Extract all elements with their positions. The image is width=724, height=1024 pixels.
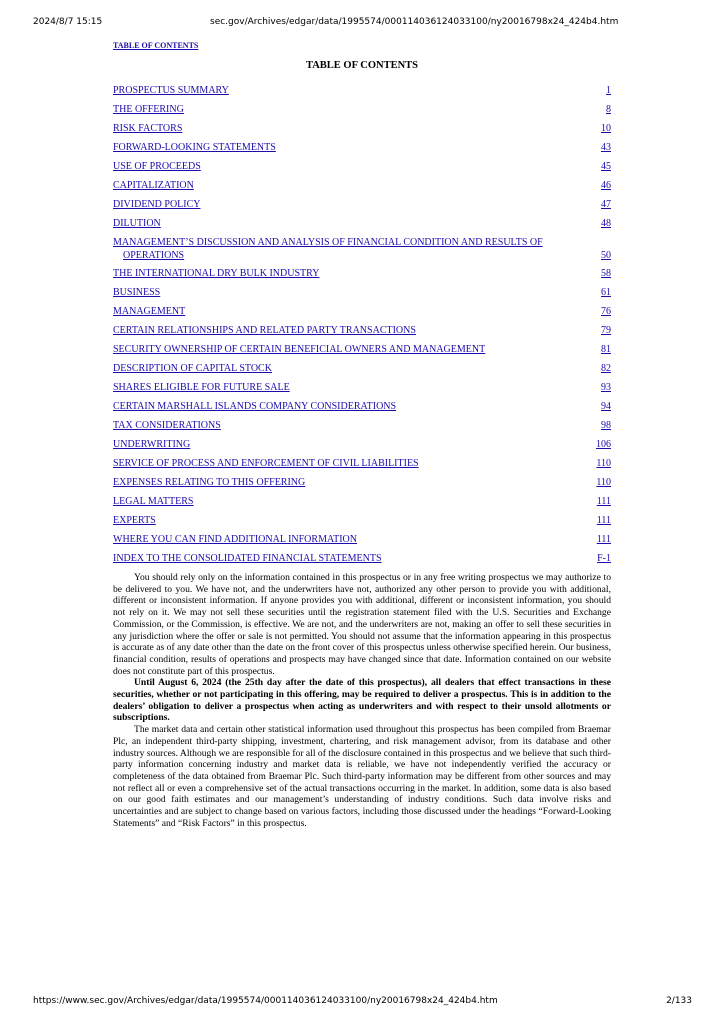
toc-entry-link[interactable]: EXPENSES RELATING TO THIS OFFERING — [113, 477, 306, 488]
toc-entry-link[interactable]: DIVIDEND POLICY — [113, 199, 201, 210]
toc-entry-link[interactable]: WHERE YOU CAN FIND ADDITIONAL INFORMATION — [113, 534, 357, 545]
toc-row — [113, 496, 611, 515]
paragraph-reliance-notice: You should rely only on the information contained in this prospectus or in any free writing prospectus we may authorize to be delivered to you. We have not, and the underwriters have not, authorized any other person to provide you with additional, different or inconsistent information. If anyone provides you with additional, different or inconsistent information, you should not rely on it. We may not sell these securities until the registration statement filed with the U.S. Securities and Exchange Commission, or the Commission, is effective. We are not, and the underwriters are not, making an offer to sell these securities in any jurisdiction where the offer or sale is not permitted. You should not assume that the information appearing in this prospectus is accurate as of any date other than the date on the front cover of this prospectus unless otherwise specified herein. Our business, financial condition, results of operations and prospects may have changed since that date. Information contained on our website does not constitute part of this prospectus. — [113, 572, 611, 677]
toc-row — [113, 287, 611, 306]
toc-row — [113, 401, 611, 420]
toc-entry-link[interactable]: CERTAIN RELATIONSHIPS AND RELATED PARTY TRANSACTIONS — [113, 325, 416, 336]
toc-page-link[interactable]: 111 — [596, 496, 611, 507]
toc-row — [113, 477, 611, 496]
toc-page-link[interactable]: 45 — [601, 161, 611, 172]
toc-row — [113, 458, 611, 477]
toc-page-link[interactable]: 76 — [601, 306, 611, 317]
toc-entry-link[interactable]: SECURITY OWNERSHIP OF CERTAIN BENEFICIAL OWNERS AND MANAGEMENT — [113, 344, 486, 355]
toc-row — [113, 85, 611, 104]
toc-row — [113, 439, 611, 458]
toc-entry-link[interactable]: CAPITALIZATION — [113, 180, 194, 191]
toc-page-link[interactable]: 111 — [596, 534, 611, 545]
toc-page-link[interactable]: 94 — [601, 401, 611, 412]
toc-row — [113, 382, 611, 401]
toc-page-link[interactable]: 81 — [601, 344, 611, 355]
toc-row — [113, 420, 611, 439]
toc-title: TABLE OF CONTENTS — [305, 60, 419, 71]
toc-page-link[interactable]: 47 — [601, 199, 611, 210]
toc-entry-link[interactable]: BUSINESS — [113, 287, 161, 298]
toc-page-link[interactable]: 46 — [601, 180, 611, 191]
toc-page-link[interactable]: 43 — [601, 142, 611, 153]
toc-row — [113, 199, 611, 218]
toc-entry-link[interactable]: UNDERWRITING — [113, 439, 191, 450]
toc-entry-link[interactable]: MANAGEMENT — [113, 306, 186, 317]
toc-page-link[interactable]: 8 — [606, 104, 611, 115]
toc-row — [113, 363, 611, 382]
toc-page-link[interactable]: 10 — [601, 123, 611, 134]
toc-row — [113, 325, 611, 344]
toc-page-link[interactable]: F-1 — [597, 553, 611, 564]
toc-row — [113, 553, 611, 572]
toc-page-link[interactable]: 82 — [601, 363, 611, 374]
toc-page-link[interactable]: 111 — [596, 515, 611, 526]
toc-entry-link[interactable]: THE INTERNATIONAL DRY BULK INDUSTRY — [113, 268, 320, 279]
toc-row — [113, 237, 611, 268]
toc-page-link[interactable]: 106 — [596, 439, 611, 450]
paragraph-market-data-notice: The market data and certain other statistical information used throughout this prospectus has been compiled from Braemar Plc, an independent third-party shipping, investment, chartering, and risk management advisor, from its database and other industry sources. Although we are responsible for all of the disclosure contained in this prospectus and we believe that such third-party information concerning industry and market data is reliable, we have not independently verified the accuracy or completeness of the data obtained from Braemar Plc. Such third-party information may be different from other sources and may not reflect all or even a comprehensive set of the actual transactions occurring in the market. In addition, some data is also based on our good faith estimates and our management’s understanding of industry conditions. Such data involve risks and uncertainties and are subject to change based on various factors, including those discussed under the headings “Forward-Looking Statements” and “Risk Factors” in this prospectus. — [113, 724, 611, 829]
toc-entry-link[interactable]: TAX CONSIDERATIONS — [113, 420, 221, 431]
toc-list — [113, 85, 611, 572]
toc-page-link[interactable]: 110 — [596, 458, 611, 469]
toc-entry-link[interactable]: INDEX TO THE CONSOLIDATED FINANCIAL STATEMENTS — [113, 553, 382, 564]
toc-entry-link[interactable]: SERVICE OF PROCESS AND ENFORCEMENT OF CIVIL LIABILITIES — [113, 458, 419, 469]
toc-page-link[interactable]: 98 — [601, 420, 611, 431]
toc-entry-link[interactable]: DILUTION — [113, 218, 161, 229]
toc-row — [113, 344, 611, 363]
toc-entry-link[interactable]: SHARES ELIGIBLE FOR FUTURE SALE — [113, 382, 290, 393]
paragraph-dealer-prospectus-notice: Until August 6, 2024 (the 25th day after the date of this prospectus), all dealers that effect transactions in these securities, whether or not participating in this offering, may be required to deliver a prospectus. This is in addition to the dealers’ obligation to deliver a prospectus when acting as underwriters and with respect to their unsold allotments or subscriptions. — [113, 677, 611, 724]
document-page — [113, 41, 611, 829]
toc-entry-link[interactable]: CERTAIN MARSHALL ISLANDS COMPANY CONSIDERATIONS — [113, 401, 397, 412]
toc-page-link[interactable]: 1 — [606, 85, 611, 96]
toc-entry-link[interactable]: RISK FACTORS — [113, 123, 183, 134]
toc-row — [113, 142, 611, 161]
toc-entry-link[interactable]: LEGAL MATTERS — [113, 496, 194, 507]
toc-entry-link[interactable]: THE OFFERING — [113, 104, 184, 115]
toc-entry-link[interactable]: FORWARD-LOOKING STATEMENTS — [113, 142, 276, 153]
toc-entry-link[interactable]: EXPERTS — [113, 515, 156, 526]
toc-entry-link[interactable]: USE OF PROCEEDS — [113, 161, 201, 172]
toc-row — [113, 218, 611, 237]
print-date: 2024/8/7 15:15 — [33, 17, 103, 27]
toc-row — [113, 123, 611, 142]
toc-page-link[interactable]: 50 — [601, 249, 611, 261]
toc-entry-link[interactable]: DESCRIPTION OF CAPITAL STOCK — [113, 363, 272, 374]
toc-row — [113, 534, 611, 553]
toc-page-link[interactable]: 48 — [601, 218, 611, 229]
toc-page-link[interactable]: 79 — [601, 325, 611, 336]
toc-row — [113, 515, 611, 534]
toc-entry-link[interactable]: MANAGEMENT’S DISCUSSION AND ANALYSIS OF FINANCIAL CONDITION AND RESULTS OF OPERATIONS — [113, 237, 543, 261]
page-number: 2/133 — [666, 996, 692, 1006]
print-url: sec.gov/Archives/edgar/data/1995574/000114036124033100/ny20016798x24_424b4.htm — [210, 17, 619, 27]
toc-row — [113, 306, 611, 325]
toc-page-link[interactable]: 61 — [601, 287, 611, 298]
toc-page-link[interactable]: 58 — [601, 268, 611, 279]
toc-row — [113, 180, 611, 199]
toc-entry-link[interactable]: PROSPECTUS SUMMARY — [113, 85, 229, 96]
toc-page-link[interactable]: 110 — [596, 477, 611, 488]
footer-url: https://www.sec.gov/Archives/edgar/data/1995574/000114036124033100/ny20016798x24_424b4.htm — [33, 996, 498, 1006]
toc-page-link[interactable]: 93 — [601, 382, 611, 393]
table-of-contents-link[interactable]: TABLE OF CONTENTS — [113, 41, 199, 50]
toc-row — [113, 161, 611, 180]
toc-row — [113, 268, 611, 287]
toc-row — [113, 104, 611, 123]
